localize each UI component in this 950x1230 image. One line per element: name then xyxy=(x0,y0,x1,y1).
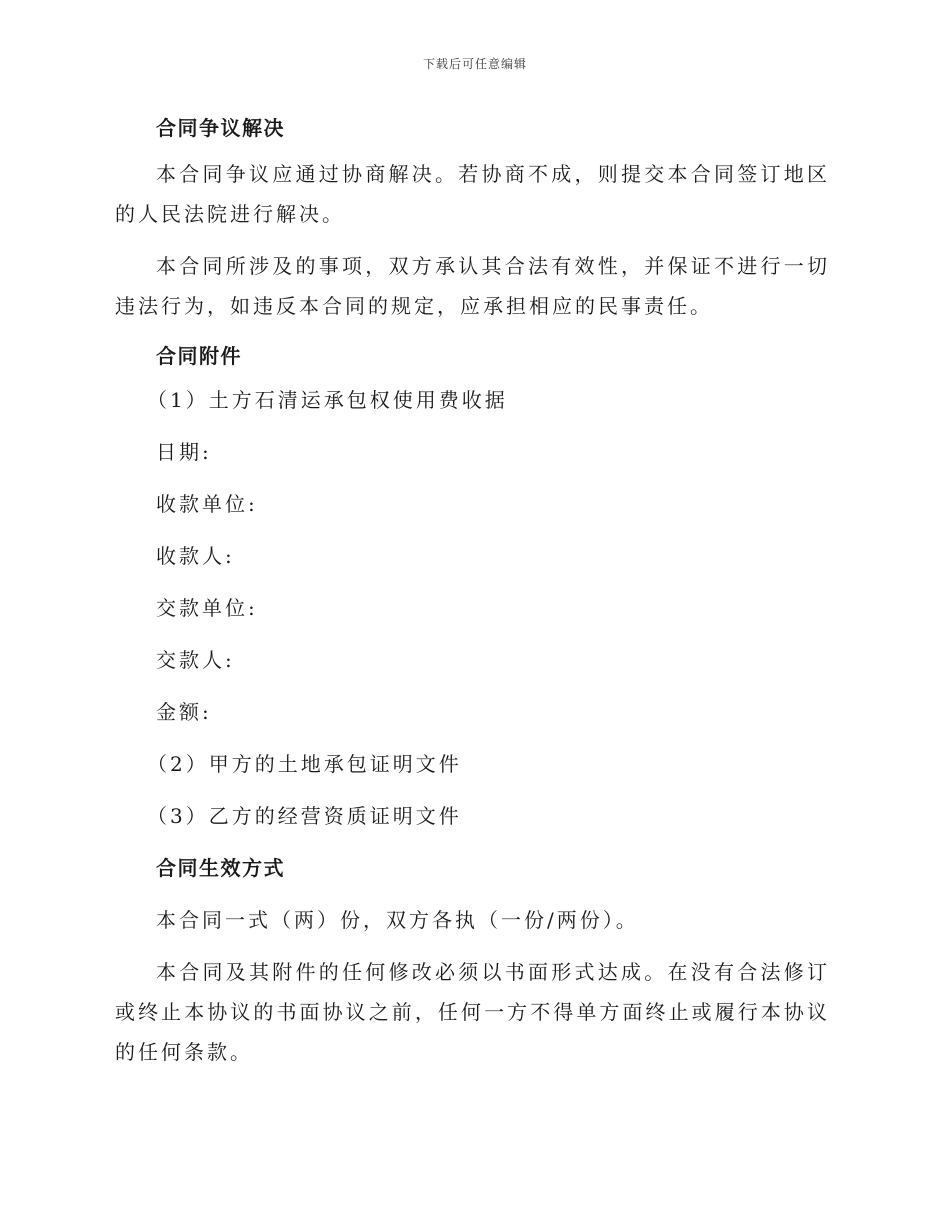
section-heading-effect: 合同生效方式 xyxy=(156,856,285,880)
effect-paragraph-2: 本合同及其附件的任何修改必须以书面形式达成。在没有合法修订或终止本协议的书面协议之前，任何一方不得单方面终止或履行本协议的任何条款。 xyxy=(115,960,830,1064)
receipt-field-payer-unit: 交款单位: xyxy=(156,596,258,620)
section-heading-dispute: 合同争议解决 xyxy=(156,116,285,140)
document-body xyxy=(115,110,830,1084)
attachment-item-qualification: （3）乙方的经营资质证明文件 xyxy=(147,804,462,828)
section-heading-attachments: 合同附件 xyxy=(156,344,242,368)
receipt-field-amount: 金额: xyxy=(156,700,212,724)
attachment-item-receipt: （1）土方石清运承包权使用费收据 xyxy=(147,388,508,412)
dispute-paragraph-2: 本合同所涉及的事项，双方承认其合法有效性，并保证不进行一切违法行为，如违反本合同的规定，应承担相应的民事责任。 xyxy=(115,254,830,318)
dispute-paragraph-1: 本合同争议应通过协商解决。若协商不成，则提交本合同签订地区的人民法院进行解决。 xyxy=(115,162,830,226)
effect-paragraph-1: 本合同一式（两）份，双方各执（一份/两份）。 xyxy=(156,908,639,932)
receipt-field-date: 日期: xyxy=(156,440,212,464)
receipt-field-payee-unit: 收款单位: xyxy=(156,492,258,516)
receipt-field-payee: 收款人: xyxy=(156,544,235,568)
attachment-item-land-certificate: （2）甲方的土地承包证明文件 xyxy=(147,752,462,776)
page-header: 下载后可任意编辑 xyxy=(422,57,527,71)
receipt-field-payer: 交款人: xyxy=(156,648,235,672)
